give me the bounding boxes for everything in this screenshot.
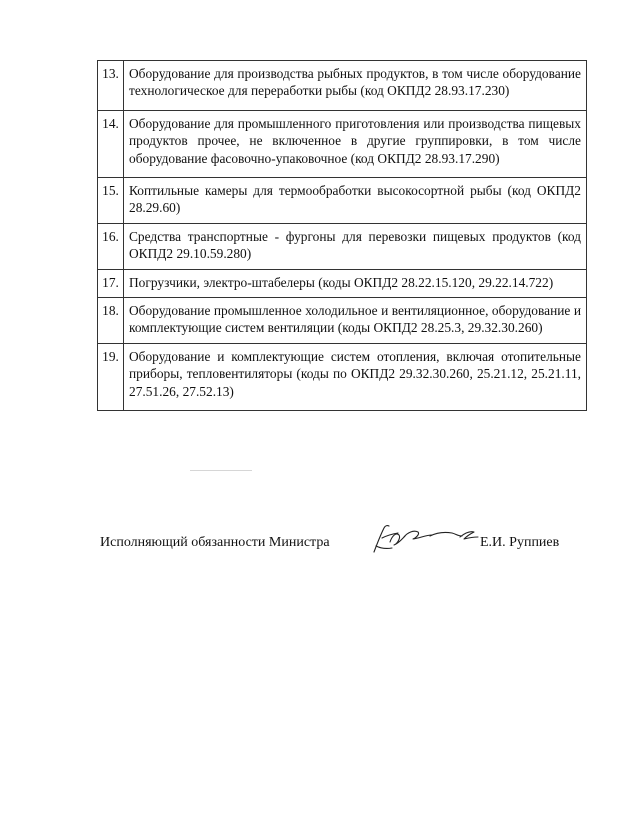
row-description: Погрузчики, электро-штабелеры (коды ОКПД2 28.22.15.120, 29.22.14.722) [124,269,587,297]
row-description: Средства транспортные - фургоны для перевозки пищевых продуктов (код ОКПД2 29.10.59.280) [124,223,587,269]
row-number: 14. [98,110,124,177]
table-row [98,110,587,177]
table-row [98,298,587,344]
handwritten-signature-icon [368,518,492,560]
row-number: 16. [98,223,124,269]
equipment-table [97,60,587,411]
table-row [98,61,587,111]
row-number: 17. [98,269,124,297]
row-description: Коптильные камеры для термообработки высокосортной рыбы (код ОКПД2 28.29.60) [124,178,587,224]
signature-block [100,532,590,562]
row-number: 13. [98,61,124,111]
signatory-title: Исполняющий обязанности Министра [100,535,330,550]
row-number: 19. [98,343,124,410]
row-number: 15. [98,178,124,224]
signatory-name: Е.И. Руппиев [480,535,560,550]
row-number: 18. [98,298,124,344]
row-description: Оборудование для производства рыбных продуктов, в том числе оборудование технологическое для переработки рыбы (код ОКПД2 28.93.17.230) [124,61,587,111]
table-row [98,269,587,297]
row-description: Оборудование промышленное холодильное и вентиляционное, оборудование и комплектующие систем вентиляции (коды ОКПД2 28.25.3, 29.32.30.260) [124,298,587,344]
row-description: Оборудование и комплектующие систем отопления, включая отопительные приборы, тепловентиляторы (коды по ОКПД2 29.32.30.260, 25.21.12, 25.21.11, 27.51.26, 27.52.13) [124,343,587,410]
table-row [98,178,587,224]
table-row [98,223,587,269]
row-description: Оборудование для промышленного приготовления или производства пищевых продуктов прочее, не включенное в другие группировки, в том числе оборудование фасовочно-упаковочное (код ОКПД2 28.93.17.290) [124,110,587,177]
scan-artifact-line [190,470,252,471]
table-row [98,343,587,410]
